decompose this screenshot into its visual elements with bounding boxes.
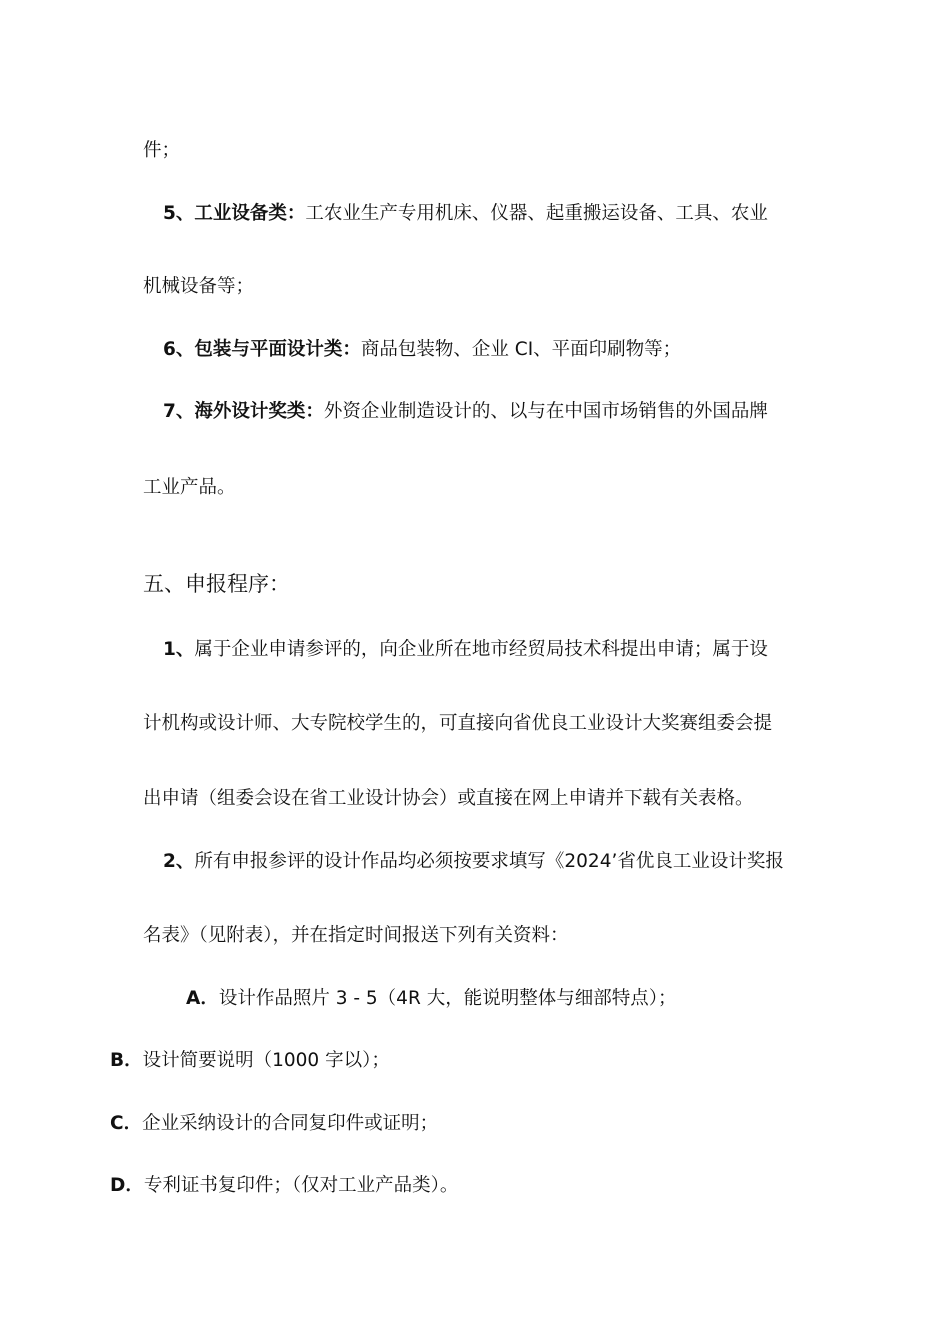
list-item-c-text: 企业采纳设计的合同复印件或证明； [142,1113,439,1134]
para-2-number: 2、 [163,851,195,872]
list-item-a-label: A． [186,988,219,1009]
list-item-d-label: D． [110,1175,144,1196]
item-7-number: 7、 [163,401,195,422]
list-item-b-text: 设计简要说明（1000 字以）； [142,1050,390,1071]
para-1-line-2: 计机构或设计师、大专院校学生的，可直接向省优良工业设计大奖赛组委会提 [143,713,773,734]
continued-line: 件； [143,140,181,161]
item-7-line-2: 工业产品。 [143,477,236,498]
list-item-c [110,1110,438,1138]
item-7-title: 海外设计奖类： [194,401,324,422]
item-7-text: 外资企业制造设计的、以与在中国市场销售的外国品牌 [323,401,768,422]
item-6-text: 商品包装物、企业 CI、平面印刷物等； [360,339,682,360]
item-6-title: 包装与平面设计类： [194,339,361,360]
item-7-line-1 [163,398,768,426]
item-5-title: 工业设备类： [194,203,306,224]
para-1-number: 1、 [163,639,195,660]
list-item-d-text: 专利证书复印件；（仅对工业产品类）。 [143,1175,459,1196]
para-2-text-1: 所有申报参评的设计作品均必须按要求填写《2024’省优良工业设计奖报 [194,851,784,872]
list-item-a [186,985,676,1013]
para-1-line-1 [163,636,768,664]
list-item-a-text: 设计作品照片 3 - 5（4R 大，能说明整体与细部特点）； [218,988,677,1009]
item-5-number: 5、 [163,203,195,224]
para-2-line-1 [163,848,784,876]
item-6-line [163,336,681,364]
section-5-heading: 五、申报程序： [143,572,290,596]
para-2-line-2: 名表》（见附表），并在指定时间报送下列有关资料： [143,925,569,946]
list-item-b [110,1047,390,1075]
list-item-c-label: C． [110,1113,143,1134]
item-5-text: 工农业生产专用机床、仪器、起重搬运设备、工具、农业 [305,203,768,224]
list-item-b-label: B． [110,1050,143,1071]
item-6-number: 6、 [163,339,195,360]
para-1-text-1: 属于企业申请参评的，向企业所在地市经贸局技术科提出申请；属于设 [194,639,768,660]
para-1-line-3: 出申请（组委会设在省工业设计协会）或直接在网上申请并下载有关表格。 [143,788,754,809]
item-5-line-2: 机械设备等； [143,276,255,297]
item-5-line-1 [163,200,768,228]
list-item-d [110,1172,458,1200]
